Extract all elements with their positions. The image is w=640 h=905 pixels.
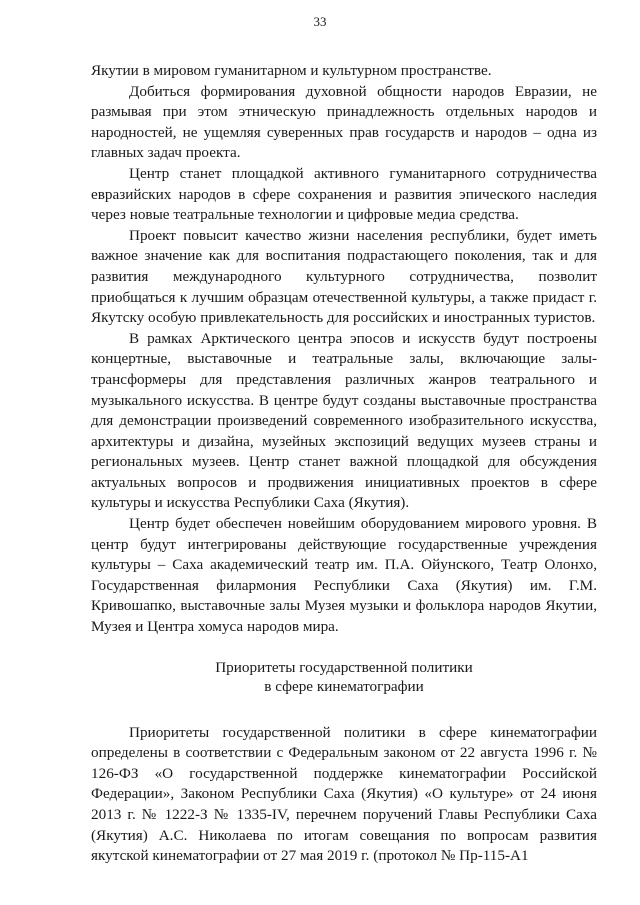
- section-heading-line-2: в сфере кинематографии: [264, 677, 424, 695]
- paragraph: В рамках Арктического центра эпосов и искусств будут построены концертные, выставочные и театральные залы, включающие залы-трансформеры для представления различных жанров театрального и музыкального искусства. В центре будут созданы выставочные пространства для демонстрации произведений современного изобразительного искусства, архитектуры и дизайна, музейных экспозиций ведущих музеев страны и региональных музеев. Центр станет важной площадкой для обсуждения актуальных вопросов и продвижения инициативных проектов в сфере культуры и искусства Республики Саха (Якутия).: [91, 329, 597, 512]
- document-body: [91, 61, 597, 867]
- section-heading: [91, 658, 597, 696]
- paragraph: Центр будет обеспечен новейшим оборудованием мирового уровня. В центр будут интегрированы действующие государственные учреждения культуры – Саха академический театр им. П.А. Ойунского, Театр Олонхо, Государственная филармония Республики Саха (Якутия) им. Г.М. Кривошапко, выставочные залы Музея музыки и фольклора народов Якутии, Музея и Центра хомуса народов мира.: [91, 515, 597, 636]
- paragraph-continuation: Якутии в мировом гуманитарном и культурном пространстве.: [91, 62, 492, 79]
- page-number: 33: [313, 14, 327, 29]
- paragraph: Приоритеты государственной политики в сфере кинематографии определены в соответствии с Федеральным законом от 22 августа 1996 г. № 126-ФЗ «О государственной поддержке кинематографии Российской Федерации», Законом Республики Саха (Якутия) «О культуре» от 24 июня 2013 г. № 1222-З № 1335-IV, перечнем поручений Главы Республики Саха (Якутия) А.С. Николаева по итогам совещания по вопросам развития якутской кинематографии от 27 мая 2019 г. (протокол № Пр-115-А1: [91, 723, 597, 865]
- paragraph: Проект повысит качество жизни населения республики, будет иметь важное значение как для воспитания подрастающего поколения, так и для развития международного культурного сотрудничества, позволит приобщаться к лучшим образцам отечественной культуры, а также придаст г. Якутску особую привлекательность для российских и иностранных туристов.: [91, 226, 597, 327]
- section-heading-line-1: Приоритеты государственной политики: [215, 658, 473, 676]
- paragraph: Добиться формирования духовной общности народов Евразии, не размывая при этом этническую принадлежность отдельных народов и народностей, не ущемляя суверенных прав государств и народов – одна из главных задач проекта.: [91, 82, 597, 162]
- paragraph: Центр станет площадкой активного гуманитарного сотрудничества евразийских народов в сфере сохранения и развития эпического наследия через новые театральные технологии и цифровые медиа средства.: [91, 164, 597, 224]
